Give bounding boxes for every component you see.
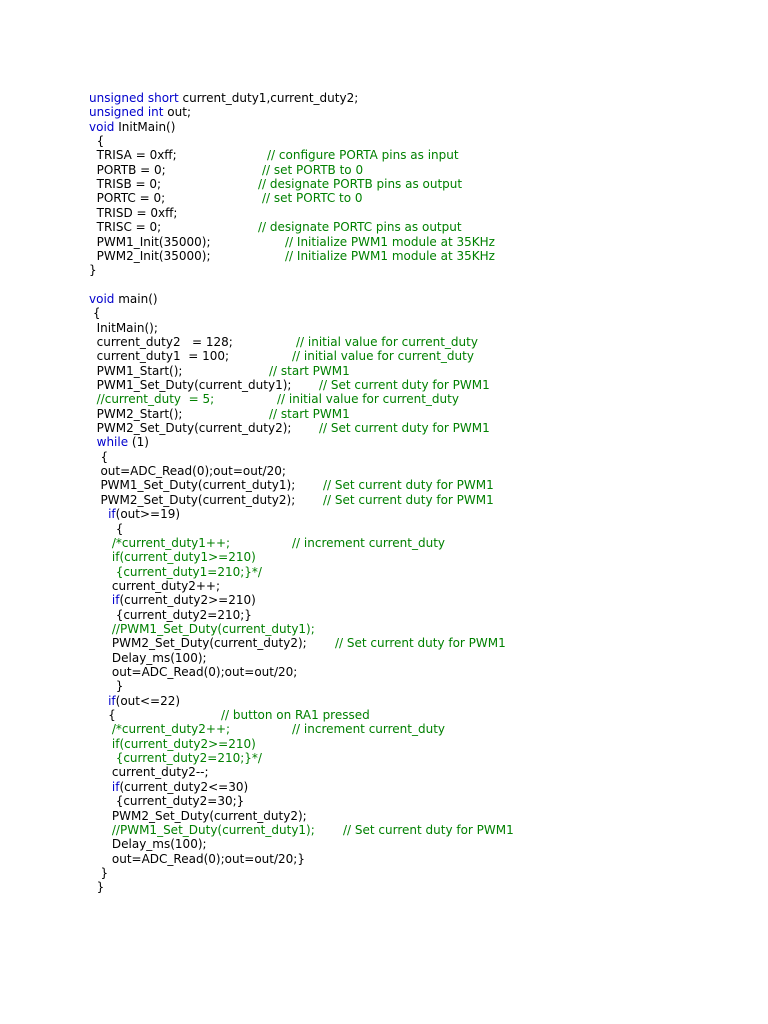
code-line <box>89 163 364 177</box>
code-text: current_duty2++; <box>89 579 220 593</box>
code-comment: // Set current duty for PWM1 <box>323 493 494 507</box>
code-line <box>89 608 252 622</box>
code-line <box>89 794 244 808</box>
code-line <box>89 809 307 823</box>
code-text: { <box>89 450 109 464</box>
code-comment: // increment current_duty <box>292 536 446 550</box>
code-text: PWM2_Set_Duty(current_duty2); <box>89 636 307 650</box>
code-line <box>89 392 459 406</box>
code-comment: // Initialize PWM1 module at 35KHz <box>285 235 495 249</box>
code-text: PORTC = 0; <box>89 191 166 205</box>
code-text: Delay_ms(100); <box>89 651 207 665</box>
code-comment: // Set current duty for PWM1 <box>319 421 490 435</box>
code-line <box>89 751 262 765</box>
code-line <box>89 148 459 162</box>
code-comment: if(current_duty2>=210) <box>89 737 256 751</box>
code-keyword: unsigned short <box>89 91 179 105</box>
code-line <box>89 665 297 679</box>
code-text: PWM2_Start(); <box>89 407 183 421</box>
code-line <box>89 636 506 650</box>
code-comment: if(current_duty1>=210) <box>89 550 256 564</box>
code-comment: // designate PORTB pins as output <box>258 177 463 191</box>
code-comment: // initial value for current_duty <box>277 392 459 406</box>
code-comment: // Set current duty for PWM1 <box>335 636 506 650</box>
code-line <box>89 522 123 536</box>
code-line <box>89 579 220 593</box>
code-comment: // set PORTC to 0 <box>262 191 363 205</box>
code-keyword: if <box>89 780 120 794</box>
code-text: } <box>89 263 97 277</box>
code-line <box>89 837 207 851</box>
code-keyword: if <box>89 694 116 708</box>
code-text: out=ADC_Read(0);out=out/20; <box>89 665 298 679</box>
code-text: main() <box>114 292 158 306</box>
code-comment: // start PWM1 <box>269 364 350 378</box>
code-comment: // Initialize PWM1 module at 35KHz <box>285 249 495 263</box>
code-line <box>89 679 123 693</box>
code-text: (current_duty2>=210) <box>119 593 256 607</box>
code-line <box>89 880 104 894</box>
code-text: PWM1_Init(35000); <box>89 235 211 249</box>
code-text: } <box>89 679 124 693</box>
code-line <box>89 450 108 464</box>
code-comment: //PWM1_Set_Duty(current_duty1); <box>89 622 315 636</box>
code-comment: // start PWM1 <box>269 407 350 421</box>
code-comment: // set PORTB to 0 <box>262 163 364 177</box>
code-comment: //PWM1_Set_Duty(current_duty1); <box>89 823 315 837</box>
code-text: } <box>89 880 105 894</box>
code-line <box>89 852 305 866</box>
code-comment: // designate PORTC pins as output <box>258 220 462 234</box>
code-line <box>89 507 180 521</box>
code-line <box>89 177 463 191</box>
code-keyword: while <box>89 435 129 449</box>
code-comment: // button on RA1 pressed <box>221 708 370 722</box>
code-text: TRISA = 0xff; <box>89 148 177 162</box>
code-keyword: void <box>89 120 115 134</box>
code-keyword: void <box>89 292 115 306</box>
code-comment: /*current_duty1++; <box>89 536 231 550</box>
code-text: current_duty1,current_duty2; <box>178 91 359 105</box>
code-line <box>89 91 358 105</box>
code-text: { <box>89 522 124 536</box>
code-text: {current_duty2=30;} <box>89 794 245 808</box>
code-line <box>89 593 256 607</box>
code-text: { <box>89 708 116 722</box>
code-line <box>89 191 363 205</box>
code-text: PWM2_Init(35000); <box>89 249 211 263</box>
code-line <box>89 435 149 449</box>
code-text: PWM2_Set_Duty(current_duty2); <box>89 809 307 823</box>
code-line <box>89 378 490 392</box>
code-text: InitMain() <box>114 120 176 134</box>
code-line <box>89 565 262 579</box>
code-line <box>89 249 495 263</box>
code-line <box>89 478 494 492</box>
code-text: current_duty1 = 100; <box>89 349 230 363</box>
code-text: { <box>89 134 105 148</box>
code-line <box>89 120 175 134</box>
code-line <box>89 866 108 880</box>
code-keyword: if <box>89 593 120 607</box>
code-line <box>89 364 350 378</box>
code-text: (1) <box>128 435 149 449</box>
code-text: current_duty2 = 128; <box>89 335 233 349</box>
code-text: TRISB = 0; <box>89 177 162 191</box>
code-line <box>89 550 256 564</box>
code-text: {current_duty2=210;} <box>89 608 252 622</box>
code-line <box>89 235 495 249</box>
code-text: (out<=22) <box>115 694 181 708</box>
code-line <box>89 464 286 478</box>
code-text: PWM1_Start(); <box>89 364 183 378</box>
code-line <box>89 765 209 779</box>
code-text: PORTB = 0; <box>89 163 166 177</box>
code-line <box>89 349 474 363</box>
code-line <box>89 335 478 349</box>
code-text: { <box>89 306 101 320</box>
code-comment: {current_duty1=210;}*/ <box>89 565 262 579</box>
code-line <box>89 708 370 722</box>
code-line <box>89 737 256 751</box>
code-text: InitMain(); <box>89 321 158 335</box>
code-line <box>89 421 490 435</box>
code-line <box>89 220 462 234</box>
code-text: out=ADC_Read(0);out=out/20; <box>89 464 286 478</box>
code-text: current_duty2--; <box>89 765 209 779</box>
code-text: TRISD = 0xff; <box>89 206 178 220</box>
code-text: out=ADC_Read(0);out=out/20;} <box>89 852 305 866</box>
code-line <box>89 622 315 636</box>
code-line <box>89 780 248 794</box>
code-line <box>89 306 100 320</box>
code-line <box>89 321 158 335</box>
code-line <box>89 493 494 507</box>
code-text: PWM2_Set_Duty(current_duty2); <box>89 421 292 435</box>
code-line <box>89 263 97 277</box>
code-line <box>89 823 514 837</box>
code-line <box>89 407 350 421</box>
code-line <box>89 105 191 119</box>
code-line <box>89 722 446 736</box>
code-text: TRISC = 0; <box>89 220 162 234</box>
code-comment: // Set current duty for PWM1 <box>319 378 490 392</box>
code-comment: // initial value for current_duty <box>296 335 478 349</box>
code-comment: // initial value for current_duty <box>292 349 474 363</box>
code-text: } <box>89 866 109 880</box>
code-comment: /*current_duty2++; <box>89 722 231 736</box>
code-text: (current_duty2<=30) <box>119 780 249 794</box>
code-line <box>89 292 158 306</box>
code-text: PWM1_Set_Duty(current_duty1); <box>89 478 296 492</box>
code-line <box>89 134 104 148</box>
code-comment: // configure PORTA pins as input <box>267 148 459 162</box>
code-text: out; <box>163 105 191 119</box>
code-text: (out>=19) <box>115 507 181 521</box>
code-text: PWM1_Set_Duty(current_duty1); <box>89 378 292 392</box>
code-comment: //current_duty = 5; <box>89 392 215 406</box>
code-comment: // Set current duty for PWM1 <box>343 823 514 837</box>
code-keyword: unsigned int <box>89 105 164 119</box>
code-comment: {current_duty2=210;}*/ <box>89 751 262 765</box>
code-line <box>89 206 177 220</box>
code-line <box>89 536 446 550</box>
code-line <box>89 694 180 708</box>
code-keyword: if <box>89 507 116 521</box>
code-text: PWM2_Set_Duty(current_duty2); <box>89 493 296 507</box>
code-line <box>89 651 207 665</box>
code-comment: // Set current duty for PWM1 <box>323 478 494 492</box>
code-comment: // increment current_duty <box>292 722 446 736</box>
code-text: Delay_ms(100); <box>89 837 207 851</box>
